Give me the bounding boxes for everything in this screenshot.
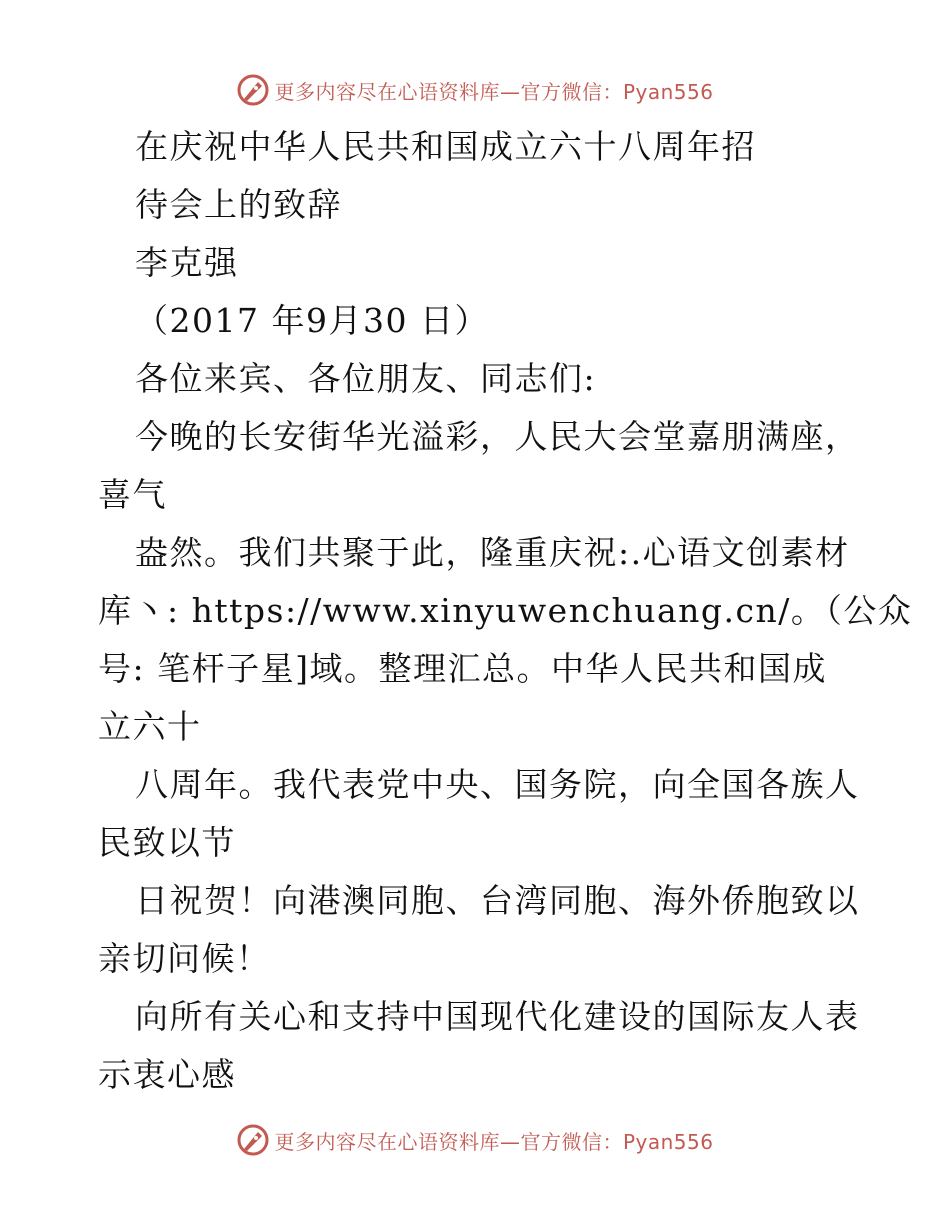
text-line: 民致以节 xyxy=(98,823,236,862)
text-line: 立六十 xyxy=(98,707,202,746)
text-line: 各位来宾、各位朋友、同志们: xyxy=(135,359,597,398)
header-watermark-banner xyxy=(0,70,950,110)
pen-nib-logo-icon xyxy=(236,1123,270,1157)
watermark-text: 更多内容尽在心语资料库—官方微信：Pyan556 xyxy=(274,79,714,104)
text-line: 在庆祝中华人民共和国成立六十八周年招 xyxy=(135,127,756,166)
text-line: 李克强 xyxy=(135,243,239,282)
text-line: 示衷心感 xyxy=(98,1055,236,1094)
text-line: 八周年。我代表党中央、国务院，向全国各族人 xyxy=(135,765,860,804)
text-line: （2017 年9月30 日） xyxy=(135,301,489,340)
text-line: 喜气 xyxy=(98,475,167,514)
text-line: 盎然。我们共聚于此，隆重庆祝:.心语文创素材 xyxy=(135,533,850,572)
text-line: 库丶: https://www.xinyuwenchuang.cn/。（公众 xyxy=(98,591,913,630)
text-line: 向所有关心和支持中国现代化建设的国际友人表 xyxy=(135,997,860,1036)
text-line: 待会上的致辞 xyxy=(135,185,342,224)
text-line: 号: 笔杆子星]域。整理汇总。中华人民共和国成 xyxy=(98,649,827,688)
document-body xyxy=(98,118,913,1104)
text-line: 亲切问候！ xyxy=(98,939,271,978)
pen-nib-logo-icon xyxy=(236,73,270,107)
watermark-text: 更多内容尽在心语资料库—官方微信：Pyan556 xyxy=(274,1129,714,1154)
text-line: 今晚的长安街华光溢彩，人民大会堂嘉朋满座， xyxy=(135,417,860,456)
footer-watermark-banner xyxy=(0,1120,950,1160)
text-line: 日祝贺！向港澳同胞、台湾同胞、海外侨胞致以 xyxy=(135,881,860,920)
